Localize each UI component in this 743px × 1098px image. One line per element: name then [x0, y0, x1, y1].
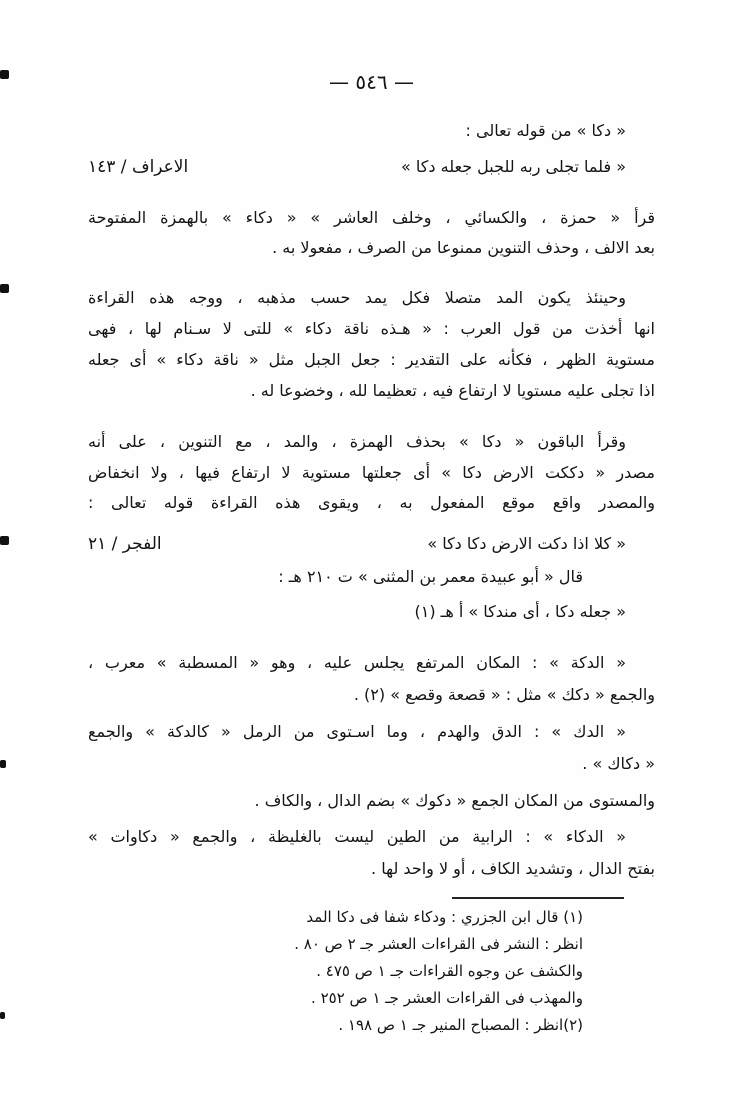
footnote-line: (٢)انظر : المصباح المنير جـ ١ ص ١٩٨ .	[338, 1016, 583, 1034]
text-line: والمصدر واقع موقع المفعول به ، ويقوى هذه القراءة قوله تعالى :	[88, 493, 655, 512]
text-line: اذا تجلى عليه مستويا لا ارتفاع فيه ، تعظيما لله ، وخضوعا له .	[250, 381, 655, 400]
text-line: بعد الالف ، وحذف التنوين ممنوعا من الصرف ، مفعولا به .	[272, 238, 655, 257]
text-line: قرأ « حمزة ، والكسائي ، وخلف العاشر » « دكاء » بالهمزة المفتوحة	[88, 208, 655, 227]
text-line: قال « أبو عبيدة معمر بن المثنى » ت ٢١٠ هـ :	[278, 567, 583, 586]
text-line: « الدك » : الدق والهدم ، وما اسـتوى من الرمل « كالدكة » والجمع	[88, 722, 626, 741]
text-line: « الدكة » : المكان المرتفع يجلس عليه ، وهو « المسطبة » معرب ،	[88, 653, 626, 672]
footnote-divider	[452, 897, 624, 899]
text-line: وقرأ الباقون « دكا » بحذف الهمزة ، والمد ، مع التنوين ، على أنه	[88, 432, 626, 451]
footnote-line: والمهذب فى القراءات العشر جـ ١ ص ٢٥٢ .	[311, 989, 583, 1007]
footnote-line: (١) قال ابن الجزري : ودكاء شفا فى دكا المد	[306, 908, 583, 926]
text-line: والمستوى من المكان الجمع « دكوك » بضم الدال ، والكاف .	[254, 791, 655, 810]
text-line: « دكاك » .	[582, 754, 655, 773]
verse-text: « فلما تجلى ربه للجبل جعله دكا »	[401, 157, 626, 176]
binding-mark	[0, 284, 9, 293]
text-line: مصدر « دككت الارض دكا » أى جعلتها مستوية لا ارتفاع فيها ، ولا انخفاض	[88, 463, 655, 482]
text-line: « جعله دكا ، أى مندكا » أ هـ (١)	[414, 602, 626, 621]
binding-mark	[0, 1012, 5, 1019]
text-line: بفتح الدال ، وتشديد الكاف ، أو لا واحد لها .	[371, 859, 655, 878]
page-number: — ٥٤٦ —	[329, 70, 414, 94]
text-line: « دكا » من قوله تعالى :	[465, 121, 626, 140]
verse-text: « كلا اذا دكت الارض دكا دكا »	[427, 534, 626, 553]
binding-mark	[0, 536, 9, 545]
footnote-line: انظر : النشر فى القراءات العشر جـ ٢ ص ٨٠ .	[294, 935, 583, 953]
text-line: « الدكاء » : الرابية من الطين ليست بالغليظة ، والجمع « دكاوات »	[88, 827, 626, 846]
verse-reference: الاعراف / ١٤٣	[88, 157, 189, 177]
footnote-line: والكشف عن وجوه القراءات جـ ١ ص ٤٧٥ .	[316, 962, 583, 980]
verse-row	[88, 157, 626, 181]
text-line: انها أخذت من قول العرب : « هـذه ناقة دكاء » للتى لا سـنام لها ، فهى	[88, 319, 655, 338]
verse-reference: الفجر / ٢١	[88, 534, 162, 554]
text-line: مستوية الظهر ، فكأنه على التقدير : جعل الجبل مثل « ناقة دكاء » أى جعله	[88, 350, 655, 369]
binding-mark	[0, 760, 6, 768]
text-line: وحينئذ يكون المد متصلا فكل يمد حسب مذهبه ، ووجه هذه القراءة	[88, 288, 626, 307]
text-line: والجمع « دكك » مثل : « قصعة وقصع » (٢) .	[353, 685, 655, 704]
verse-row	[88, 534, 626, 558]
